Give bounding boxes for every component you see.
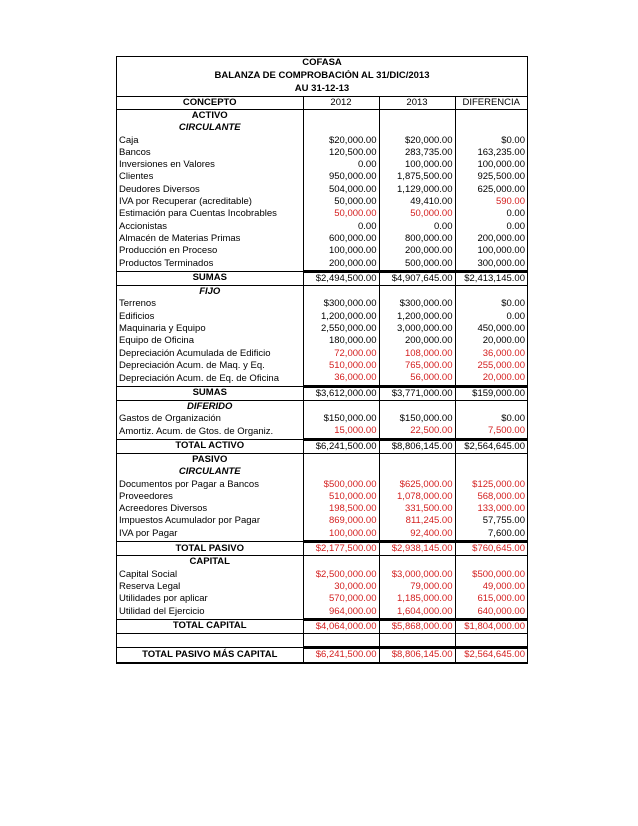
account-row (117, 360, 527, 372)
total-row (117, 542, 527, 556)
account-label: Impuestos Acumulador por Pagar (117, 515, 303, 527)
value-2013 (379, 286, 455, 299)
value-diferencia: 0.00 (506, 310, 525, 322)
account-row (117, 348, 527, 360)
value-diferencia: 625,000.00 (477, 183, 525, 195)
value-2012: 2,550,000.00 (303, 323, 379, 335)
value-2013: 0.00 (379, 221, 455, 233)
total-label: TOTAL ACTIVO (117, 439, 303, 453)
value-diferencia: 0.00 (506, 208, 525, 220)
value-2013: 3,000,000.00 (379, 323, 455, 335)
account-row (117, 311, 527, 323)
value-diferencia (455, 556, 527, 569)
value-2013: $8,806,145.00 (379, 439, 455, 453)
account-label: Amortiz. Acum. de Gtos. de Organiz. (117, 425, 303, 439)
value-diferencia (455, 122, 527, 134)
value-2013: 22,500.00 (379, 425, 455, 439)
value-2013: 92,400.00 (379, 528, 455, 542)
account-row (117, 245, 527, 257)
account-label: Utilidades por aplicar (117, 593, 303, 605)
account-row (117, 298, 527, 310)
header-2012: 2012 (303, 97, 379, 110)
value-diferencia (455, 634, 527, 648)
account-label: Depreciación Acum. de Eq. de Oficina (117, 372, 303, 386)
account-row (117, 147, 527, 159)
account-label: Capital Social (117, 569, 303, 581)
section-row (117, 453, 527, 466)
value-2012: 50,000.00 (303, 208, 379, 220)
value-2012: $4,064,000.00 (303, 619, 379, 633)
value-diferencia (455, 400, 527, 413)
account-label: Gastos de Organización (117, 413, 303, 425)
value-2012: $6,241,500.00 (303, 648, 379, 662)
value-2012: 1,200,000.00 (303, 311, 379, 323)
section-label: FIJO (117, 286, 303, 299)
value-2012: 964,000.00 (303, 606, 379, 620)
value-2013: 1,185,000.00 (379, 593, 455, 605)
section-row (117, 286, 527, 299)
value-2012 (303, 453, 379, 466)
value-diferencia (455, 453, 527, 466)
value-2013 (379, 453, 455, 466)
report-date: AU 31-12-13 (117, 83, 527, 97)
value-2013: 50,000.00 (379, 208, 455, 220)
value-2013 (379, 634, 455, 648)
value-diferencia: 450,000.00 (477, 323, 525, 335)
value-2013: 500,000.00 (379, 258, 455, 272)
value-2013: $4,907,645.00 (379, 271, 455, 285)
value-diferencia: 49,000.00 (482, 580, 525, 592)
value-2013: $8,806,145.00 (379, 648, 455, 662)
report-title: BALANZA DE COMPROBACIÓN AL 31/DIC/2013 (214, 69, 430, 81)
account-row (117, 413, 527, 425)
value-diferencia: 925,500.00 (477, 171, 525, 183)
account-label: IVA por Recuperar (acreditable) (117, 196, 303, 208)
section-label: PASIVO (117, 453, 303, 466)
section-label: ACTIVO (117, 109, 303, 122)
value-2012: 30,000.00 (303, 581, 379, 593)
account-label: Terrenos (117, 298, 303, 310)
value-2013: 100,000.00 (379, 159, 455, 171)
account-row (117, 503, 527, 515)
value-2013: 49,410.00 (379, 196, 455, 208)
header-2013: 2013 (379, 97, 455, 110)
value-2012: 100,000.00 (303, 528, 379, 542)
value-diferencia: $2,564,645.00 (455, 648, 527, 662)
value-diferencia (455, 109, 527, 122)
value-2012: $500,000.00 (303, 479, 379, 491)
value-2013: 56,000.00 (379, 372, 455, 386)
value-diferencia: 20,000.00 (482, 335, 525, 347)
account-label: Equipo de Oficina (117, 335, 303, 347)
value-2012: $2,494,500.00 (303, 271, 379, 285)
value-2012: 100,000.00 (303, 245, 379, 257)
value-diferencia: $0.00 (501, 298, 525, 310)
account-label: Clientes (117, 171, 303, 183)
account-row (117, 184, 527, 196)
value-2013: $5,868,000.00 (379, 619, 455, 633)
account-row (117, 606, 527, 620)
section-label: CAPITAL (117, 556, 303, 569)
value-2012 (303, 109, 379, 122)
total-row (117, 619, 527, 633)
value-diferencia: $2,564,645.00 (455, 439, 527, 453)
value-diferencia: $1,804,000.00 (455, 619, 527, 633)
spacer-row (117, 634, 527, 648)
total-row (117, 439, 527, 453)
value-diferencia: 133,000.00 (477, 503, 525, 515)
value-2012: 180,000.00 (303, 335, 379, 347)
total-label: TOTAL PASIVO MÁS CAPITAL (117, 648, 303, 662)
value-2012: $20,000.00 (303, 135, 379, 147)
account-label: Edificios (117, 311, 303, 323)
account-label: Almacén de Materias Primas (117, 233, 303, 245)
value-2013: $2,938,145.00 (379, 542, 455, 556)
header-diferencia: DIFERENCIA (455, 97, 527, 110)
value-2013: 283,735.00 (379, 147, 455, 159)
value-2012 (303, 466, 379, 478)
value-diferencia: 568,000.00 (477, 490, 525, 502)
account-row (117, 335, 527, 347)
value-2012: 570,000.00 (303, 593, 379, 605)
value-diferencia: 615,000.00 (477, 593, 525, 605)
value-2013: 200,000.00 (379, 245, 455, 257)
value-2013: 811,245.00 (379, 515, 455, 527)
grand-total-row (117, 648, 527, 662)
account-label: Documentos por Pagar a Bancos (117, 479, 303, 491)
value-2012: $150,000.00 (303, 413, 379, 425)
header-concepto: CONCEPTO (117, 97, 303, 110)
account-row (117, 159, 527, 171)
value-diferencia: $760,645.00 (455, 542, 527, 556)
account-row (117, 528, 527, 542)
value-2013: 765,000.00 (379, 360, 455, 372)
account-label: Utilidad del Ejercicio (117, 606, 303, 620)
value-diferencia: 7,600.00 (488, 527, 525, 539)
value-2012: 869,000.00 (303, 515, 379, 527)
header-row (117, 97, 527, 110)
value-2012: 600,000.00 (303, 233, 379, 245)
section-row (117, 400, 527, 413)
value-diferencia: 163,235.00 (477, 146, 525, 158)
balance-table-body (117, 97, 527, 663)
total-label: TOTAL PASIVO (117, 542, 303, 556)
section-label: DIFERIDO (117, 400, 303, 413)
value-2012 (303, 634, 379, 648)
value-2012 (303, 286, 379, 299)
value-2012 (303, 400, 379, 413)
account-row (117, 323, 527, 335)
account-row (117, 425, 527, 439)
value-diferencia: 200,000.00 (477, 232, 525, 244)
value-2012: 198,500.00 (303, 503, 379, 515)
company-name: COFASA (302, 57, 342, 68)
account-row (117, 569, 527, 581)
value-2013: 800,000.00 (379, 233, 455, 245)
account-row (117, 581, 527, 593)
value-diferencia: $500,000.00 (472, 568, 525, 580)
value-2012: $2,500,000.00 (303, 569, 379, 581)
value-diferencia: 255,000.00 (477, 359, 525, 371)
value-2013: $20,000.00 (379, 135, 455, 147)
account-row (117, 515, 527, 527)
value-2013: 1,078,000.00 (379, 491, 455, 503)
value-2013: $150,000.00 (379, 413, 455, 425)
account-label: Bancos (117, 147, 303, 159)
value-2012 (303, 122, 379, 134)
value-2013: 1,200,000.00 (379, 311, 455, 323)
value-2013: 1,129,000.00 (379, 184, 455, 196)
value-2013 (379, 556, 455, 569)
account-label: IVA por Pagar (117, 528, 303, 542)
account-label: Productos Terminados (117, 258, 303, 272)
value-2012: 510,000.00 (303, 491, 379, 503)
account-label: Caja (117, 135, 303, 147)
value-diferencia: 100,000.00 (477, 245, 525, 257)
account-row (117, 593, 527, 605)
value-2013: 1,604,000.00 (379, 606, 455, 620)
account-label: Producción en Proceso (117, 245, 303, 257)
account-label: Acreedores Diversos (117, 503, 303, 515)
account-row (117, 479, 527, 491)
value-diferencia (455, 466, 527, 478)
account-label: Accionistas (117, 221, 303, 233)
account-row (117, 135, 527, 147)
total-label (117, 634, 303, 648)
value-2012: 72,000.00 (303, 348, 379, 360)
value-2013 (379, 109, 455, 122)
value-2013: 331,500.00 (379, 503, 455, 515)
value-diferencia: 590.00 (495, 196, 525, 208)
value-2012: 0.00 (303, 159, 379, 171)
section-row (117, 109, 527, 122)
value-2012: 15,000.00 (303, 425, 379, 439)
value-2012: $3,612,000.00 (303, 386, 379, 400)
account-label: Reserva Legal (117, 581, 303, 593)
value-2012 (303, 556, 379, 569)
value-diferencia: $2,413,145.00 (455, 271, 527, 285)
value-2012: 510,000.00 (303, 360, 379, 372)
section-label: CIRCULANTE (117, 466, 303, 478)
total-label: SUMAS (117, 386, 303, 400)
account-label: Depreciación Acum. de Maq. y Eq. (117, 360, 303, 372)
value-2012: 950,000.00 (303, 171, 379, 183)
value-diferencia (455, 286, 527, 299)
value-diferencia: 640,000.00 (477, 605, 525, 617)
value-2012: $300,000.00 (303, 298, 379, 310)
value-2013 (379, 400, 455, 413)
value-2012: 120,500.00 (303, 147, 379, 159)
account-label: Depreciación Acumulada de Edificio (117, 348, 303, 360)
value-2013: $300,000.00 (379, 298, 455, 310)
value-2013: 108,000.00 (379, 348, 455, 360)
section-row (117, 556, 527, 569)
value-2013: $3,000,000.00 (379, 569, 455, 581)
value-diferencia: $0.00 (501, 413, 525, 425)
value-2013 (379, 122, 455, 134)
section-row (117, 122, 527, 134)
total-label: TOTAL CAPITAL (117, 619, 303, 633)
account-label: Proveedores (117, 491, 303, 503)
value-2013: 1,875,500.00 (379, 171, 455, 183)
value-2013: $625,000.00 (379, 479, 455, 491)
value-2012: $6,241,500.00 (303, 439, 379, 453)
value-diferencia: 0.00 (506, 220, 525, 232)
account-label: Inversiones en Valores (117, 159, 303, 171)
value-diferencia: $159,000.00 (455, 386, 527, 400)
section-row (117, 466, 527, 478)
account-label: Estimación para Cuentas Incobrables (117, 208, 303, 220)
value-2013: 200,000.00 (379, 335, 455, 347)
value-diferencia: 57,755.00 (482, 515, 525, 527)
value-diferencia: 20,000.00 (482, 372, 525, 384)
value-2013: $3,771,000.00 (379, 386, 455, 400)
account-row (117, 171, 527, 183)
value-diferencia: 7,500.00 (488, 425, 525, 437)
account-row (117, 233, 527, 245)
value-diferencia: $0.00 (501, 134, 525, 146)
value-diferencia: $125,000.00 (472, 478, 525, 490)
total-row (117, 271, 527, 285)
account-label: Deudores Diversos (117, 184, 303, 196)
account-row (117, 258, 527, 272)
value-2013: 79,000.00 (379, 581, 455, 593)
balance-sheet (116, 56, 528, 664)
value-2012: 50,000.00 (303, 196, 379, 208)
value-2012: 200,000.00 (303, 258, 379, 272)
value-diferencia: 300,000.00 (477, 257, 525, 269)
total-label: SUMAS (117, 271, 303, 285)
value-2012: 504,000.00 (303, 184, 379, 196)
value-diferencia: 36,000.00 (482, 347, 525, 359)
account-row (117, 491, 527, 503)
account-label: Maquinaria y Equipo (117, 323, 303, 335)
account-row (117, 196, 527, 208)
value-diferencia: 100,000.00 (477, 159, 525, 171)
value-2012: 36,000.00 (303, 372, 379, 386)
balance-table (117, 97, 527, 663)
total-row (117, 386, 527, 400)
section-label: CIRCULANTE (117, 122, 303, 134)
account-row (117, 221, 527, 233)
account-row (117, 208, 527, 220)
account-row (117, 372, 527, 386)
value-2012: 0.00 (303, 221, 379, 233)
value-2013 (379, 466, 455, 478)
value-2012: $2,177,500.00 (303, 542, 379, 556)
